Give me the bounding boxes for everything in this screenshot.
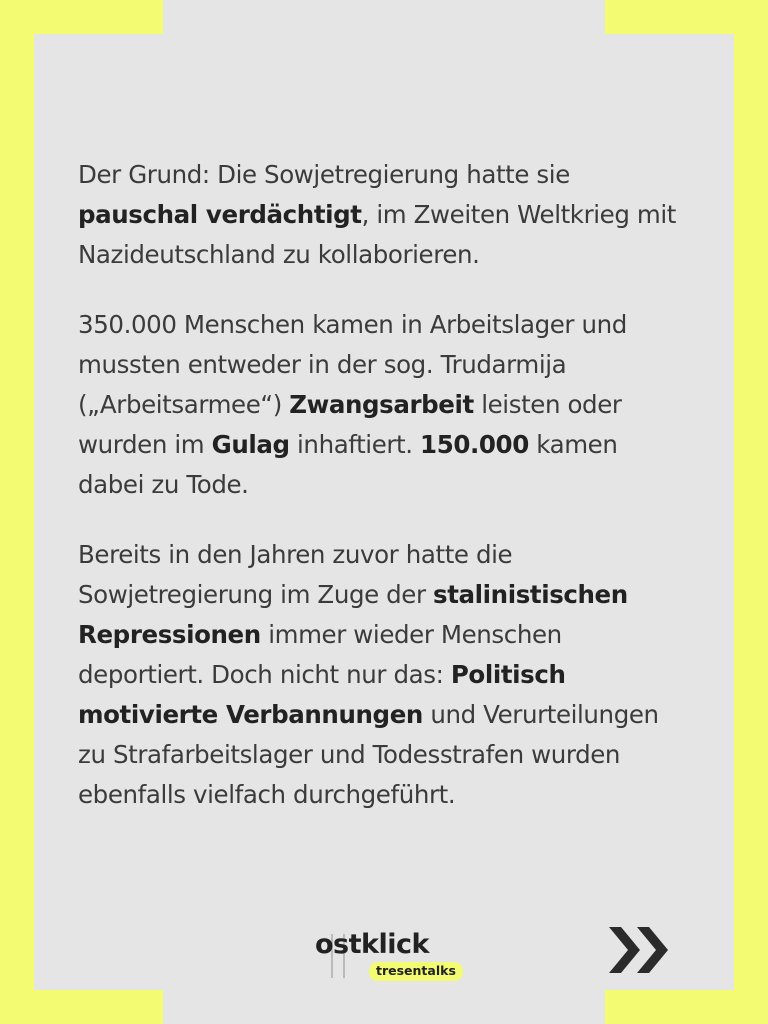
chevron-left-part xyxy=(609,927,640,973)
text-segment: immer wieder Menschen deportiert. Doch nicht nur das: xyxy=(78,620,562,689)
highlight-text: Zwangsarbeit xyxy=(289,390,474,419)
highlight-text: stalinistischen Repressionen xyxy=(78,580,628,649)
highlight-text: Gulag xyxy=(211,430,290,459)
paragraph-forced-labour xyxy=(78,305,688,505)
ostklick-logo xyxy=(313,928,458,986)
paragraph-reason xyxy=(78,155,688,275)
panel-bottom-extension xyxy=(163,990,605,1024)
text-segment: leisten oder wurden im xyxy=(78,390,622,459)
text-segment: kamen dabei zu Tode. xyxy=(78,430,618,499)
text-segment: und Verurteilungen zu Strafarbeitslager und Todesstrafen wurden ebenfalls vielfach durchgeführt. xyxy=(78,700,659,809)
text-segment: 350.000 Menschen kamen in Arbeitslager und mussten entweder in der sog. Trudarmija („Arbeitsarmee“) xyxy=(78,310,627,419)
panel-top-extension xyxy=(163,0,605,34)
double-chevron-right-icon[interactable] xyxy=(607,925,671,975)
body-text xyxy=(78,155,688,845)
text-segment: Bereits in den Jahren zuvor hatte die Sowjetregierung im Zuge der xyxy=(78,540,513,609)
chevron-right-part xyxy=(637,927,668,973)
highlight-text: Politisch motivierte Verbannungen xyxy=(78,660,566,729)
highlight-text: 150.000 xyxy=(420,430,529,459)
paragraph-repressions xyxy=(78,535,688,815)
text-segment: , im Zweiten Weltkrieg mit Nazideutschland zu kollaborieren. xyxy=(78,200,676,269)
text-segment: inhaftiert. xyxy=(289,430,421,459)
highlight-text: pauschal verdächtigt xyxy=(78,200,362,229)
text-segment: Der Grund: Die Sowjetregierung hatte sie xyxy=(78,160,570,189)
logo-wordmark: ostklick xyxy=(315,929,429,960)
logo-tagline: tresentalks xyxy=(369,962,463,981)
